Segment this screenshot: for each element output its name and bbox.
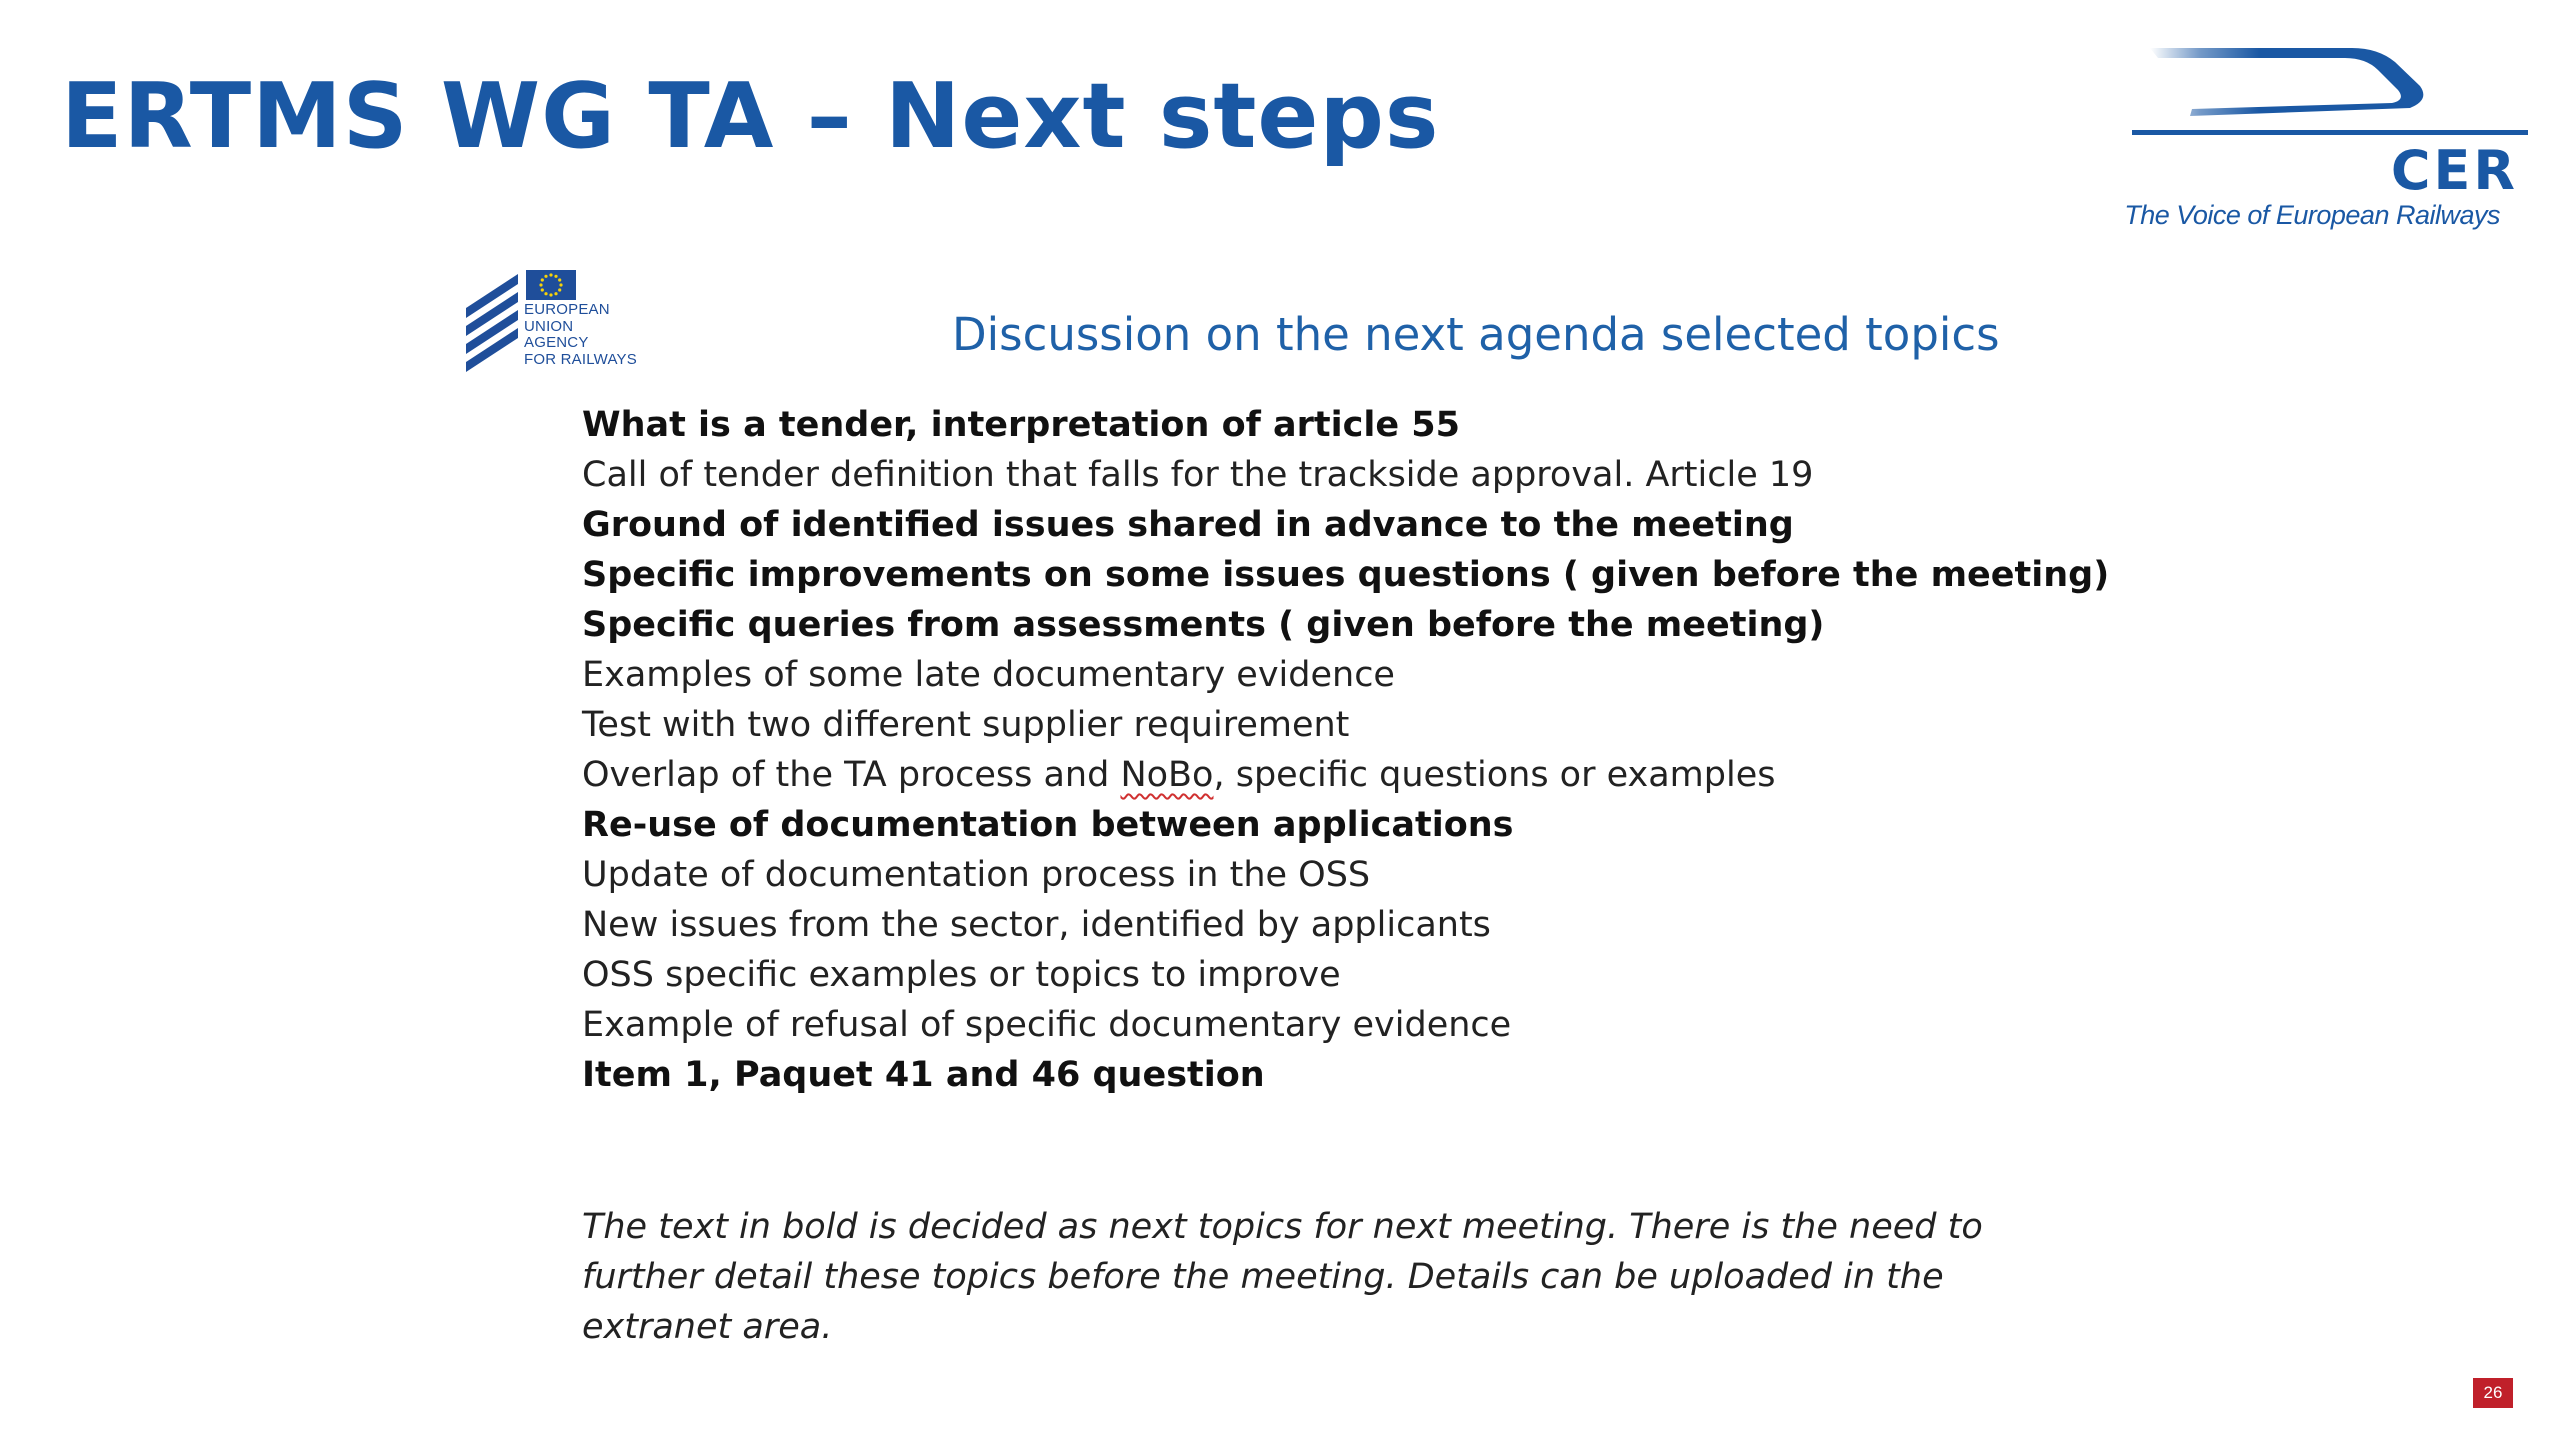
topic-text: Overlap of the TA process and [582,755,1121,795]
era-name-line: FOR RAILWAYS [524,350,637,368]
topic-item: Test with two different supplier requirement [582,705,1350,745]
topic-list [582,400,2110,1100]
topic-item: What is a tender, interpretation of article 55 [582,405,1461,445]
topic-text: , specific questions or examples [1213,755,1776,795]
topic-item: Item 1, Paquet 41 and 46 question [582,1055,1265,1095]
era-name-line: UNION [524,317,574,335]
topic-item [582,750,2082,800]
topic-item: Ground of identified issues shared in advance to the meeting [582,505,1794,545]
era-name-line: AGENCY [524,334,589,351]
topic-item: OSS specific examples or topics to improve [582,955,1341,995]
topic-item: Re-use of documentation between applications [582,805,1514,845]
cer-name: CER [2390,139,2518,202]
topic-item: Update of documentation process in the OSS [582,855,1371,895]
topic-item: Example of refusal of specific documentary evidence [582,1005,1512,1045]
inner-slide-heading: Discussion on the next agenda selected topics [952,308,2000,361]
footnote: The text in bold is decided as next topics for next meeting. There is the need to further detail these topics before the meeting. Details can be uploaded in the extranet area. [582,1207,1983,1347]
topic-item: Examples of some late documentary evidence [582,655,1395,695]
slide-title: ERTMS WG TA – Next steps [61,64,1440,169]
train-swoosh-icon [2130,36,2530,146]
era-stripes-icon [462,268,524,378]
topic-item: Call of tender definition that falls for the trackside approval. Article 19 [582,455,1814,495]
era-name-line: EUROPEAN [524,301,610,318]
cer-logo [2124,36,2530,246]
era-name [524,302,637,368]
eu-flag-icon [526,270,576,300]
cer-tagline: The Voice of European Railways [2124,200,2500,230]
spellcheck-flagged-word: NoBo [1120,755,1214,795]
era-logo [462,268,662,378]
topic-item: Specific improvements on some issues questions ( given before the meeting) [582,555,2110,595]
page-number-badge: 26 [2473,1378,2513,1408]
topic-item: New issues from the sector, identified by applicants [582,905,1491,945]
topic-item: Specific queries from assessments ( given before the meeting) [582,605,1825,645]
